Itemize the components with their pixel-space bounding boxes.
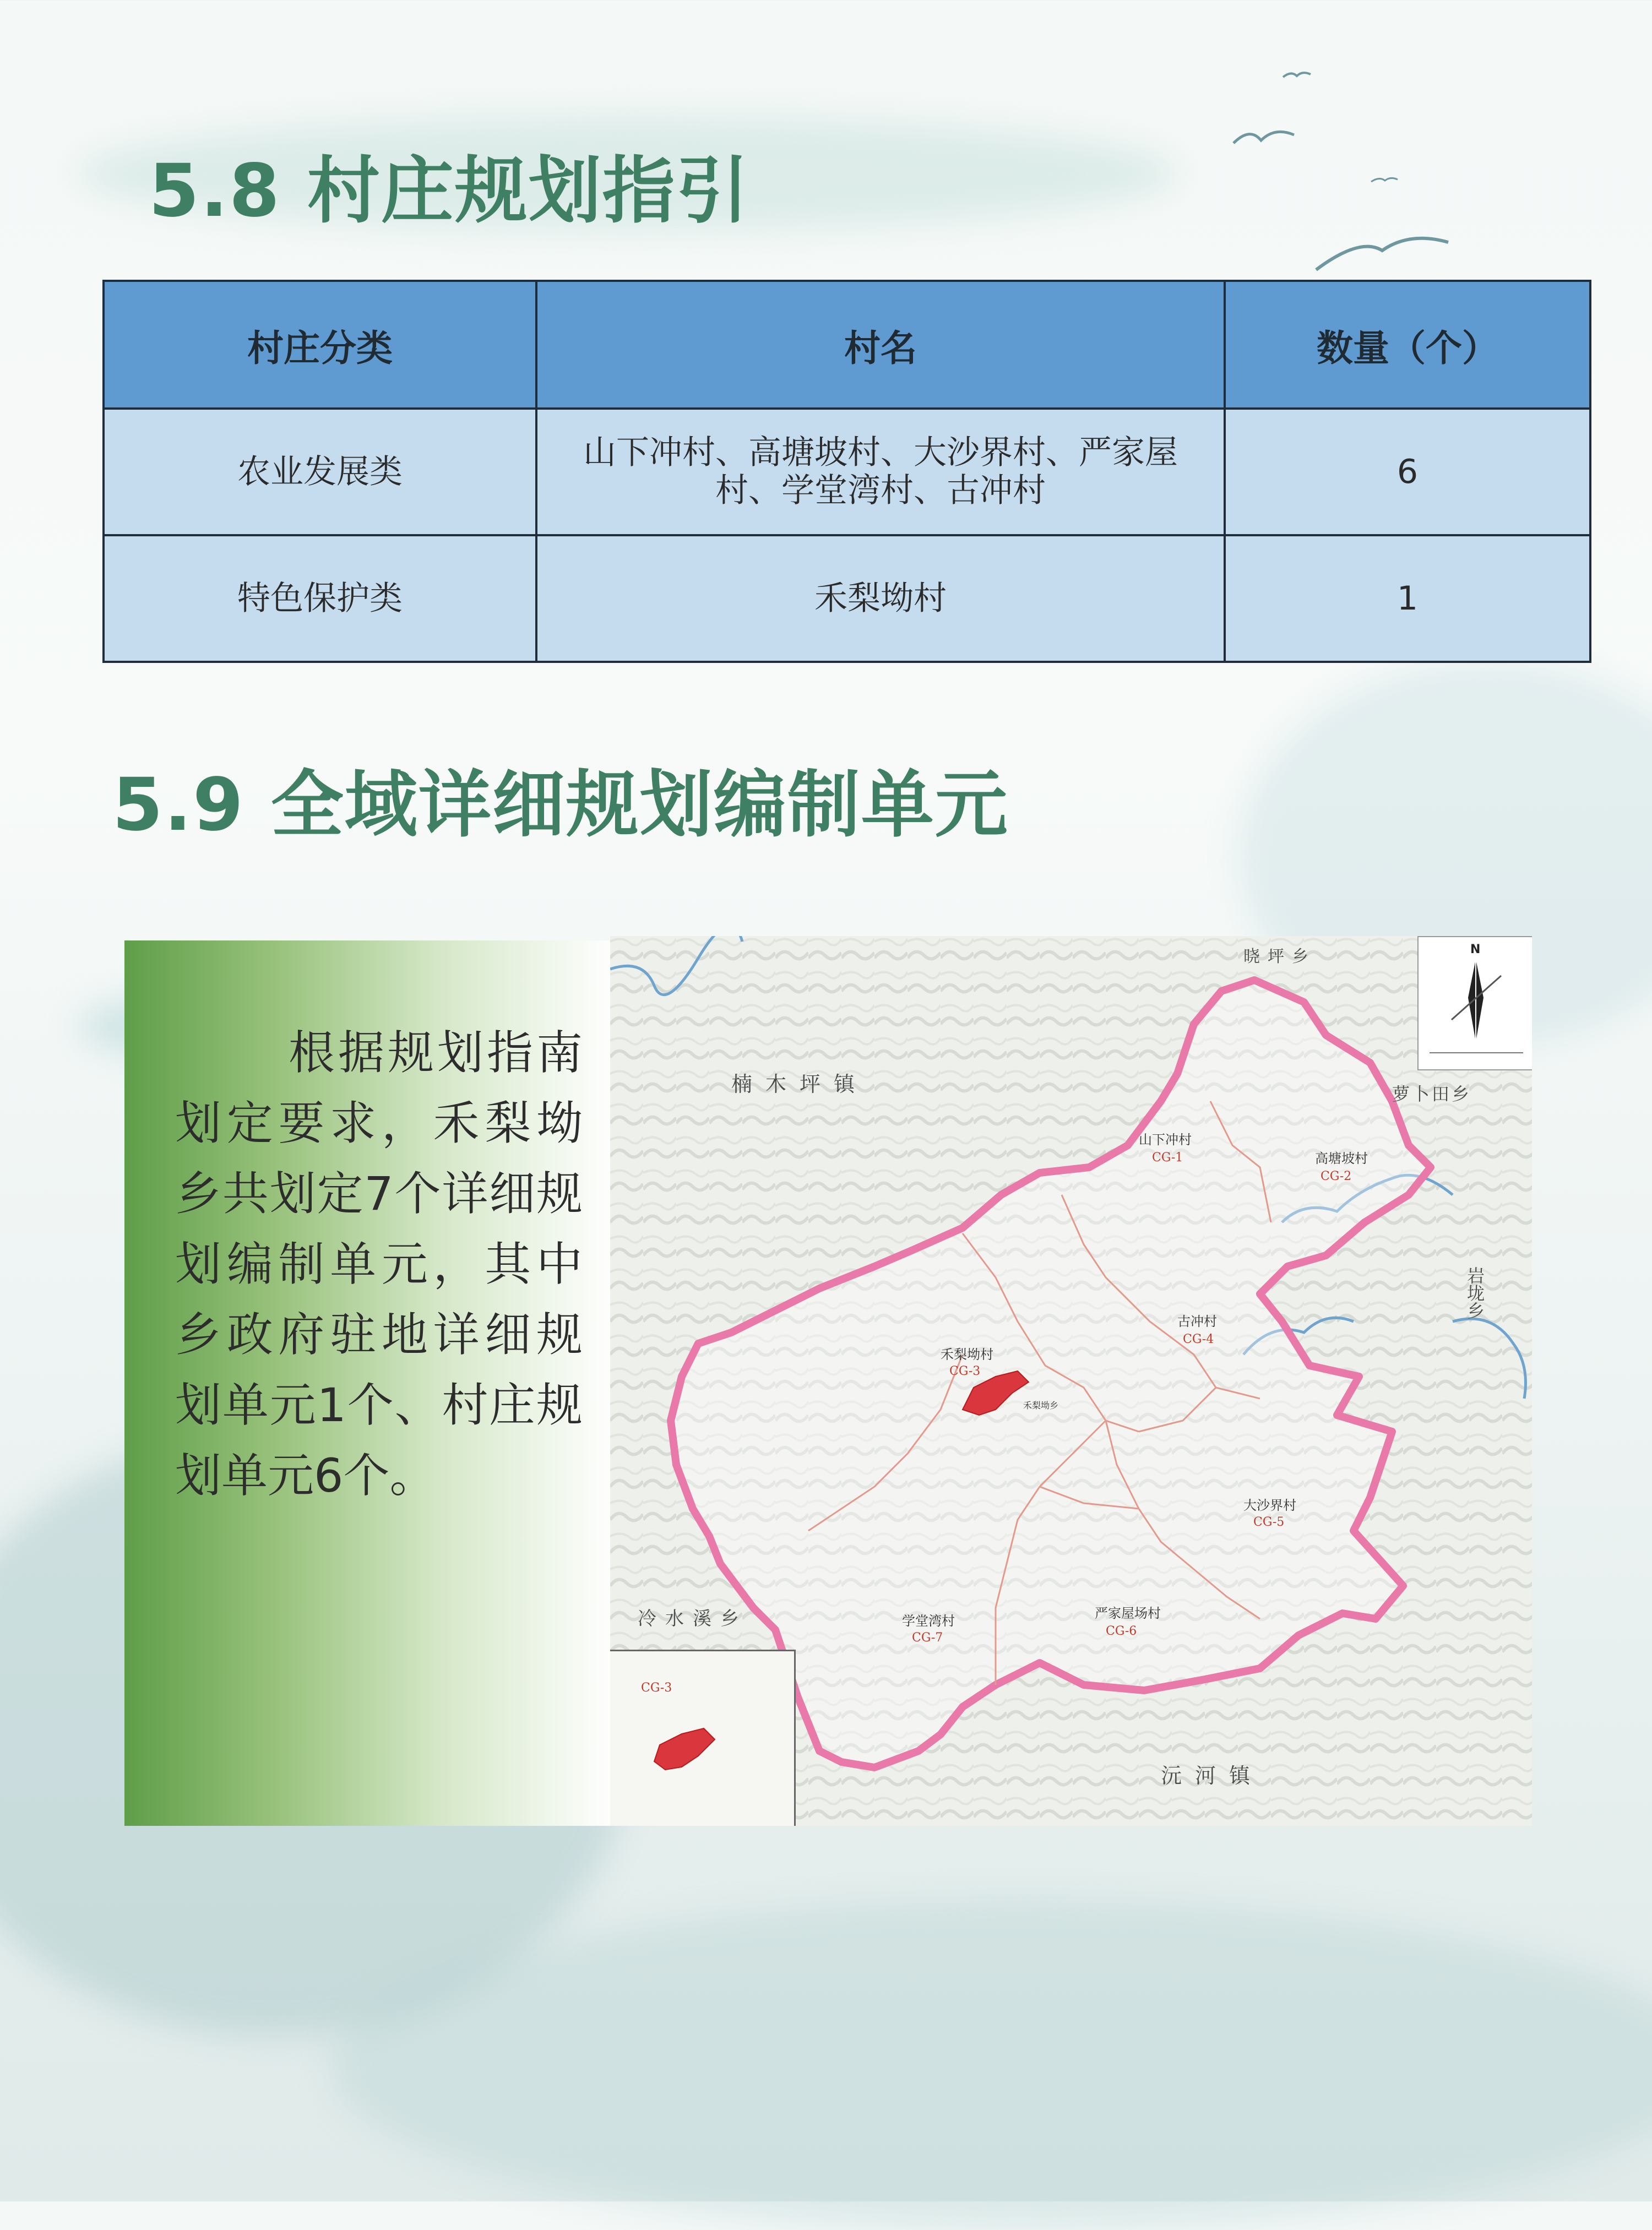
neighbor-label: 楠木坪镇: [731, 1072, 868, 1096]
north-arrow-icon: [1419, 937, 1532, 1069]
village-classification-table: [102, 280, 1591, 663]
unit-name-label: 高塘坡村: [1315, 1151, 1368, 1166]
mountain-wash-bottom: [330, 1900, 1652, 2230]
inset-code-label: CG-3: [641, 1681, 672, 1695]
unit-name-label: 严家屋场村: [1095, 1606, 1161, 1621]
description-panel: [124, 940, 615, 1826]
section-5-9-title: 5.9 全域详细规划编制单元: [112, 763, 1009, 847]
neighbor-label: 冷水溪乡: [638, 1608, 748, 1630]
category-cell: 特色保护类: [104, 535, 536, 662]
unit-code-label: CG-5: [1253, 1515, 1285, 1529]
neighbor-label: 晓坪乡: [1243, 947, 1316, 966]
seat-inset-map: [610, 1650, 796, 1826]
unit-name-label: 禾梨坳村: [941, 1347, 993, 1362]
village-names-cell: [536, 535, 1225, 662]
description-text: 根据规划指南划定要求，禾梨坳乡共划定7个详细规划编制单元，其中乡政府驻地详细规划单元1个、村庄规划单元6个。: [175, 1026, 583, 1503]
north-label: N: [1470, 943, 1481, 956]
unit-code-label: CG-2: [1320, 1170, 1352, 1183]
section-5-8-title: 5.8 村庄规划指引: [149, 149, 750, 233]
category-cell: 农业发展类: [104, 409, 536, 535]
inset-seat-shape: [610, 1651, 794, 1826]
unit-name-label: 大沙界村: [1243, 1498, 1296, 1513]
count-cell: 6: [1225, 409, 1590, 535]
unit-code-label: CG-7: [912, 1631, 943, 1645]
unit-code-label: CG-1: [1152, 1151, 1183, 1165]
north-arrow-panel: [1417, 936, 1532, 1070]
birds-decoration: [1228, 66, 1459, 286]
header-category: 村庄分类: [104, 281, 536, 409]
table-header-row: [104, 281, 1590, 409]
village-names-line: 村、学堂湾村、古冲村: [715, 471, 1046, 510]
village-names-cell: [536, 409, 1225, 535]
unit-name-label: 学堂湾村: [902, 1613, 955, 1629]
table-row: [104, 409, 1590, 535]
unit-code-label: CG-3: [949, 1364, 981, 1378]
village-names-line: 山下冲村、高塘坡村、大沙界村、严家屋: [583, 433, 1178, 472]
neighbor-label: 岩垅乡: [1464, 1266, 1485, 1319]
village-names-line: 禾梨坳村: [814, 579, 947, 618]
count-cell: 1: [1225, 535, 1590, 662]
header-count: 数量（个）: [1225, 281, 1590, 409]
table-row: [104, 535, 1590, 662]
description-paragraph: [175, 1018, 583, 1511]
unit-name-label: 山下冲村: [1139, 1132, 1192, 1147]
unit-code-label: CG-4: [1183, 1332, 1214, 1346]
planning-unit-map: [610, 936, 1532, 1826]
neighbor-label: 沅河镇: [1161, 1764, 1264, 1788]
neighbor-label: 萝卜田乡: [1392, 1084, 1472, 1105]
unit-code-label: CG-6: [1106, 1624, 1137, 1638]
seat-label: 禾梨坳乡: [1023, 1400, 1059, 1411]
header-village-names: 村名: [536, 281, 1225, 409]
unit-name-label: 古冲村: [1177, 1314, 1217, 1329]
